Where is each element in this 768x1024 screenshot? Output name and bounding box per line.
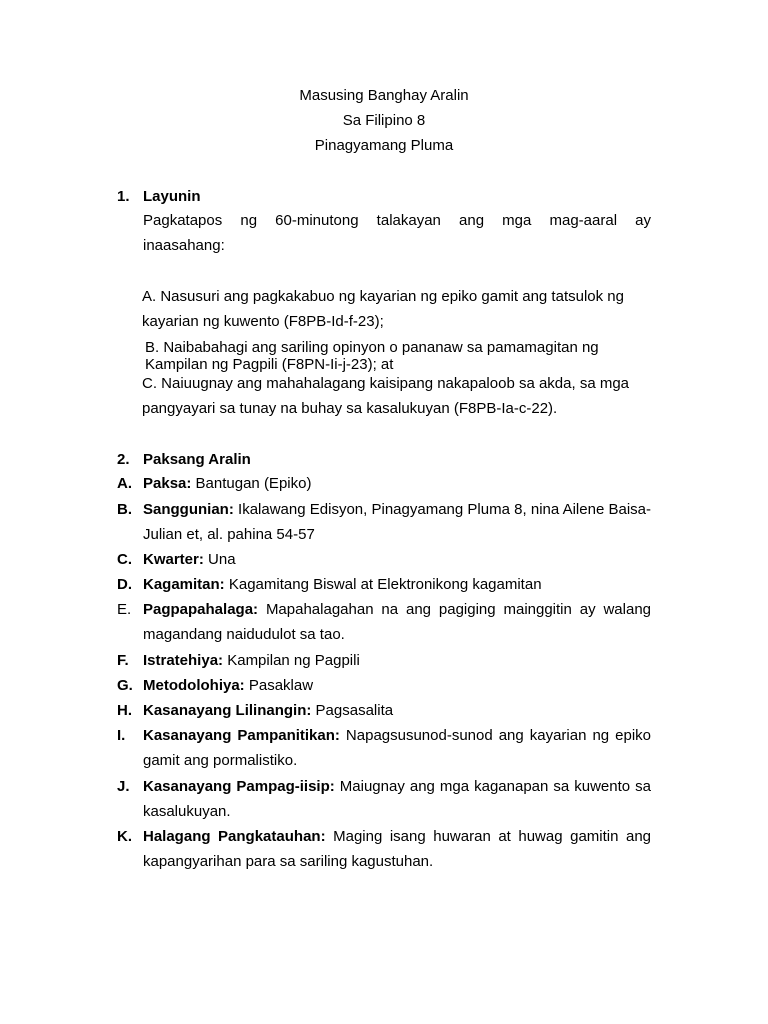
intro-line-2: inaasahang:	[143, 237, 225, 254]
list-item-sanggunian: B. Sanggunian: Ikalawang Edisyon, Pinagyamang Pluma 8, nina Ailene Baisa-Julian et, al. pahina 54-57	[117, 501, 651, 543]
list-item-paksa: A. Paksa: Bantugan (Epiko)	[117, 475, 312, 492]
section-layunin-heading	[117, 188, 201, 205]
objective-c: C. Naiuugnay ang mahahalagang kaisipang nakapaloob sa akda, sa mga pangyayari sa tunay na buhay sa kasalukuyan (F8PB-Ia-c-22).	[142, 375, 630, 417]
list-item-istratehiya: F. Istratehiya: Kampilan ng Pagpili	[117, 652, 360, 669]
document-header	[0, 87, 768, 162]
section-paksang-aralin-heading	[117, 451, 251, 468]
header-title: Masusing Banghay Aralin	[299, 87, 469, 104]
list-item-kagamitan: D. Kagamitan: Kagamitang Biswal at Elektronikong kagamitan	[117, 576, 542, 593]
section-number: 1.	[117, 188, 130, 205]
section-number: 2.	[117, 451, 130, 468]
header-subject: Sa Filipino 8	[342, 112, 426, 129]
list-item-halagang-pangkatauhan: K. Halagang Pangkatauhan: Maging isang huwaran at huwag gamitin ang kapangyarihan para sa sariling kagustuhan.	[117, 828, 652, 870]
section-title: Layunin	[143, 188, 201, 205]
layunin-intro	[143, 208, 651, 258]
list-item-kasanayang-lilinangin: H. Kasanayang Lilinangin: Pagsasalita	[117, 702, 394, 719]
intro-line-1: Pagkatapos ng 60-minutong talakayan ang mga mag-aaral ay	[143, 212, 651, 229]
list-item-kasanayang-pampanitikan: I. Kasanayang Pampanitikan: Napagsusunod-sunod ang kayarian ng epiko gamit ang pormalistiko.	[117, 727, 651, 769]
objective-b: B. Naibabahagi ang sariling opinyon o pananaw sa pamamagitan ng Kampilan ng Pagpili (F8PN-Ii-j-23); at	[145, 339, 599, 373]
section-title: Paksang Aralin	[143, 451, 251, 468]
header-book: Pinagyamang Pluma	[314, 137, 454, 154]
objective-a: A. Nasusuri ang pagkakabuo ng kayarian ng epiko gamit ang tatsulok ng kayarian ng kuwento (F8PB-Id-f-23);	[142, 288, 624, 330]
list-item-pagpapahalaga: E. Pagpapahalaga: Mapahalagahan na ang pagiging mainggitin ay walang magandang naidudulot sa tao.	[117, 601, 651, 643]
list-item-metodolohiya: G. Metodolohiya: Pasaklaw	[117, 677, 314, 694]
list-item-kwarter: C. Kwarter: Una	[117, 551, 236, 568]
list-item-kasanayang-pampag-iisip: J. Kasanayang Pampag-iisip: Maiugnay ang mga kaganapan sa kuwento sa kasalukuyan.	[117, 778, 651, 820]
